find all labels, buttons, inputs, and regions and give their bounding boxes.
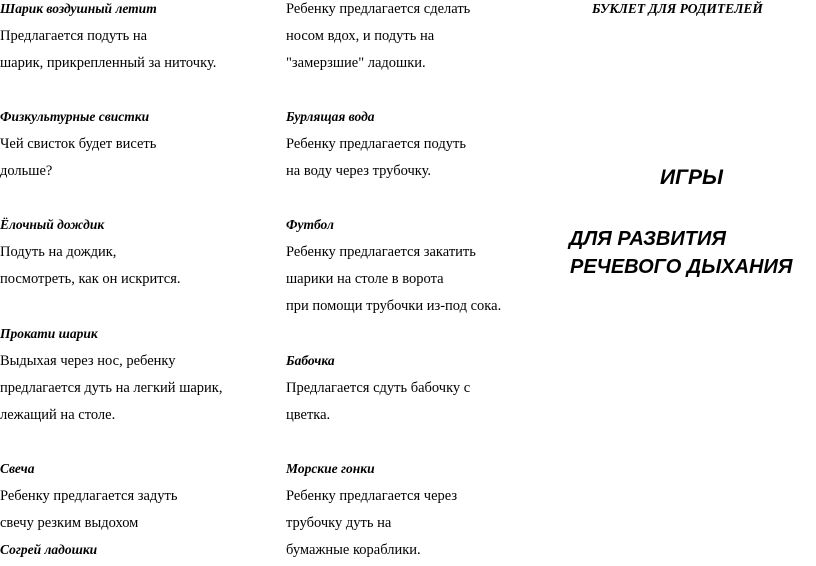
game-text-line: шарики на столе в ворота — [286, 271, 444, 287]
game-text-line: предлагается дуть на легкий шарик, — [0, 380, 223, 396]
game-title-sea-races: Морские гонки — [286, 461, 375, 476]
booklet-heading: ИГРЫ — [660, 166, 723, 189]
game-title-tinsel-rain: Ёлочный дождик — [0, 217, 105, 232]
game-text-line: Ребенку предлагается закатить — [286, 244, 476, 260]
game-text-line: Предлагается сдуть бабочку с — [286, 380, 471, 396]
game-text-line: посмотреть, как он искрится. — [0, 271, 181, 287]
game-title-football: Футбол — [286, 217, 334, 232]
game-text-line: Выдыхая через нос, ребенку — [0, 353, 176, 369]
game-text-line: Ребенку предлагается подуть — [286, 136, 466, 152]
game-title-roll-ball: Прокати шарик — [0, 326, 98, 341]
game-text-line: Чей свисток будет висеть — [0, 136, 157, 152]
booklet-label: БУКЛЕТ ДЛЯ РОДИТЕЛЕЙ — [592, 1, 763, 16]
game-title-candle: Свеча — [0, 461, 35, 476]
booklet-subheading-line2: РЕЧЕВОГО ДЫХАНИЯ — [570, 256, 793, 278]
game-text-line: Предлагается подуть на — [0, 28, 148, 44]
game-title-butterfly: Бабочка — [286, 353, 335, 368]
game-text-line: дольше? — [0, 163, 53, 179]
game-text-line: лежащий на столе. — [0, 407, 116, 423]
game-text-line: носом вдох, и подуть на — [286, 28, 435, 44]
game-text-line: Ребенку предлагается задуть — [0, 488, 178, 504]
game-title-warm-palms: Согрей ладошки — [0, 542, 98, 557]
game-text-line: "замерзшие" ладошки. — [286, 55, 426, 71]
game-text-line: шарик, прикрепленный за ниточку. — [0, 55, 217, 71]
game-text-line: бумажные кораблики. — [286, 542, 421, 558]
game-text-line: Ребенку предлагается сделать — [286, 1, 471, 17]
game-text-line: Ребенку предлагается через — [286, 488, 458, 504]
game-title-whistles: Физкультурные свистки — [0, 109, 150, 124]
game-title-bubbling-water: Бурлящая вода — [286, 109, 375, 124]
game-text-line: на воду через трубочку. — [286, 163, 432, 179]
game-text-line: цветка. — [286, 407, 331, 423]
game-text-line: трубочку дуть на — [286, 515, 392, 531]
game-text-line: Подуть на дождик, — [0, 244, 117, 260]
booklet-subheading-line1: ДЛЯ РАЗВИТИЯ — [569, 228, 726, 250]
game-title-balloon: Шарик воздушный летит — [0, 1, 157, 16]
game-text-line: при помощи трубочки из-под сока. — [286, 298, 502, 314]
game-text-line: свечу резким выдохом — [0, 515, 139, 531]
